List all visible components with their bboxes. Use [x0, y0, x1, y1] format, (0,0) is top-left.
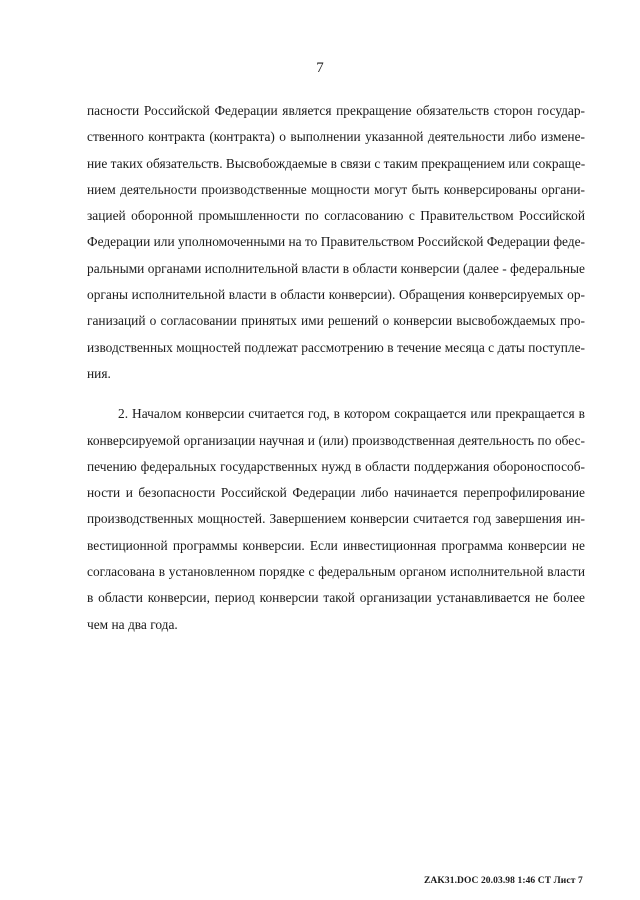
text-line: печению федеральных государственных нужд в области поддержания обороноспособ- [87, 458, 585, 474]
text-line: ственного контракта (контракта) о выполнении указанной деятельности либо измене- [87, 129, 585, 145]
text-line: изводственных мощностей подлежат рассмотрению в течение месяца с даты поступле- [87, 339, 585, 355]
text-line: ральными органами исполнительной власти в области конверсии (далее - федеральные [87, 260, 585, 276]
text-line: зацией оборонной промышленности по согласованию с Правительством Российской [87, 208, 585, 224]
text-line: органы исполнительной власти в области конверсии). Обращения конверсируемых ор- [87, 287, 585, 303]
text-line: пасности Российской Федерации является прекращение обязательств сторон государ- [87, 103, 585, 118]
paragraph-item-2 [87, 401, 585, 638]
text-line: в области конверсии, период конверсии такой организации устанавливается не более [87, 590, 585, 606]
text-line: ния. [87, 365, 111, 381]
page-number: 7 [316, 60, 324, 76]
text-line: 2. Началом конверсии считается год, в котором сокращается или прекращается в [118, 406, 585, 422]
paragraph-continuation [87, 98, 585, 387]
text-line: конверсируемой организации научная и (или) производственная деятельность по обес- [87, 432, 585, 448]
paragraph-spacer [87, 387, 585, 401]
text-line: ности и безопасности Российской Федерации либо начинается перепрофилирование [87, 485, 585, 501]
text-line: ганизаций о согласовании принятых ими решений о конверсии высвобождаемых про- [87, 313, 585, 329]
text-line: согласована в установленном порядке с федеральным органом исполнительной власти [87, 564, 585, 580]
text-line: производственных мощностей. Завершением конверсии считается год завершения ин- [87, 511, 585, 527]
text-line: нием деятельности производственные мощности могут быть конверсированы органи- [87, 181, 585, 197]
document-footer: ZAK31.DOC 20.03.98 1:46 СТ Лист 7 [424, 876, 583, 886]
document-body [87, 98, 585, 638]
text-line: вестиционной программы конверсии. Если инвестиционная программа конверсии не [87, 537, 585, 553]
text-line: ние таких обязательств. Высвобождаемые в связи с таким прекращением или сокраще- [87, 155, 586, 171]
text-line: чем на два года. [87, 616, 178, 632]
text-line: Федерации или уполномоченными на то Правительством Российской Федерации феде- [87, 234, 585, 250]
